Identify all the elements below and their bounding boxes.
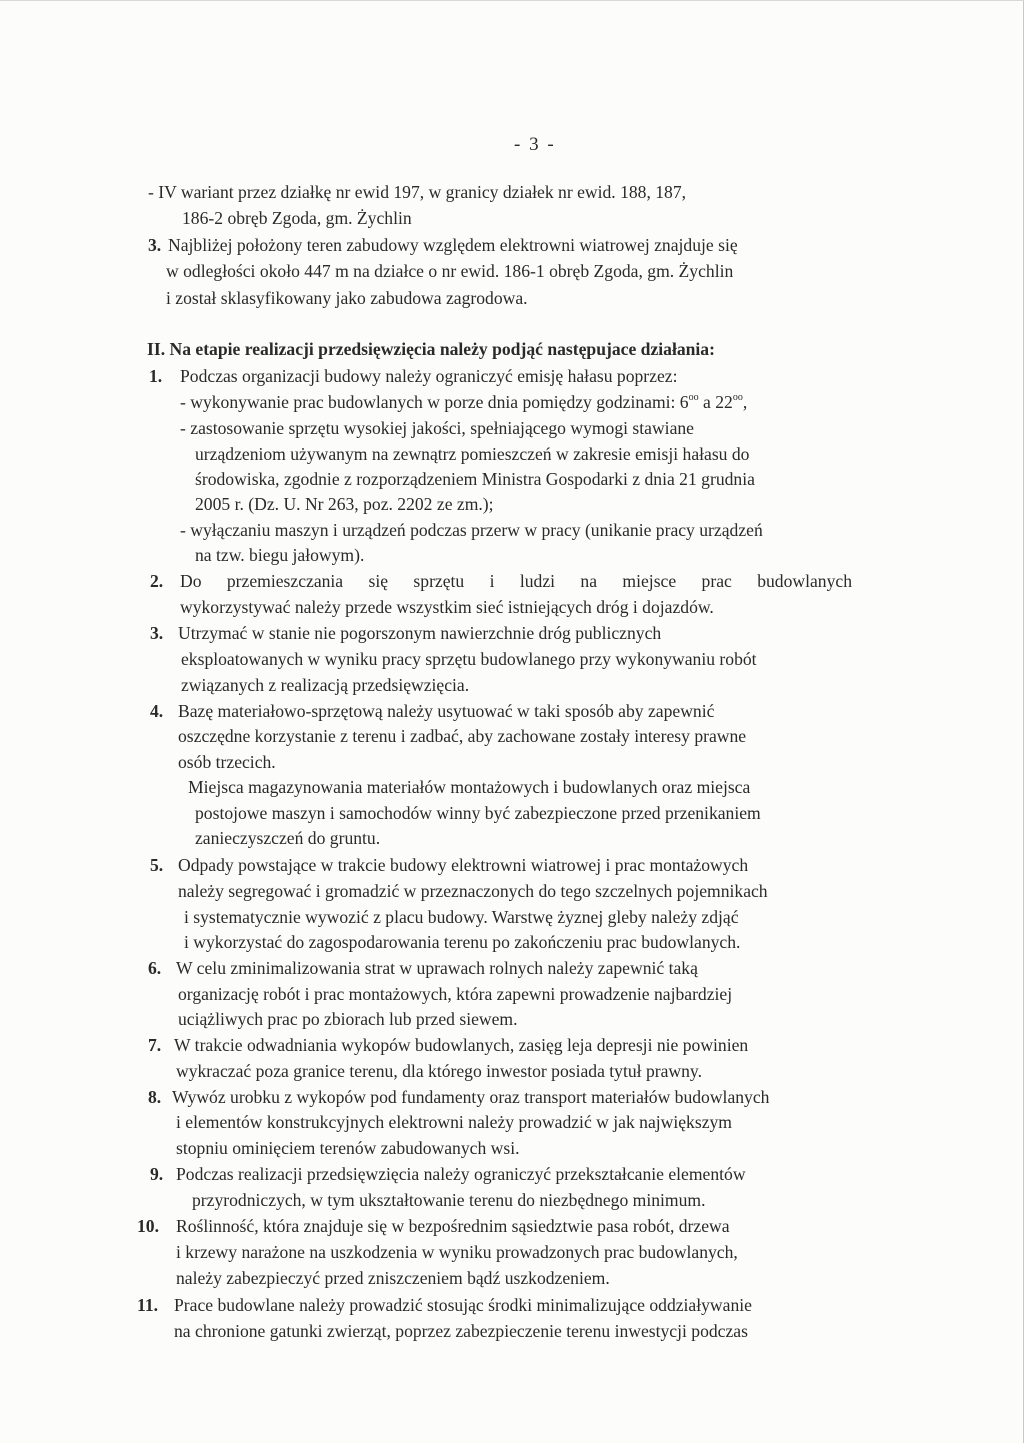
item-text: wykorzystywać należy przede wszystkim sieć istniejących dróg i dojazdów. <box>180 597 714 617</box>
item-text: wykraczać poza granice terenu, dla którego inwestor posiada tytuł prawny. <box>176 1061 702 1081</box>
item-number: 2. <box>150 571 164 591</box>
item-number: 8. <box>148 1087 162 1107</box>
item-text: Roślinność, która znajduje się w bezpośrednim sąsiedztwie pasa robót, drzewa <box>176 1216 730 1236</box>
item-text: Prace budowlane należy prowadzić stosując środki minimalizujące oddziaływanie <box>174 1295 752 1315</box>
point-number: 3. <box>148 235 162 255</box>
item-number: 4. <box>150 701 164 721</box>
item-number: 5. <box>150 855 164 875</box>
item-text: i krzewy narażone na uszkodzenia w wyniku prowadzonych prac budowlanych, <box>176 1242 738 1262</box>
item-text: stopniu ominięciem terenów zabudowanych wsi. <box>176 1138 520 1158</box>
intro-line: 186-2 obręb Zgoda, gm. Żychlin <box>182 208 412 228</box>
item-text: W celu zminimalizowania strat w uprawach rolnych należy zapewnić taką <box>176 958 698 978</box>
item-text: i elementów konstrukcyjnych elektrowni należy prowadzić w jak największym <box>176 1112 732 1132</box>
item-text: urządzeniom używanym na zewnątrz pomieszczeń w zakresie emisji hałasu do <box>195 444 750 464</box>
section-heading: II. Na etapie realizacji przedsięwzięcia należy podjąć następujace działania: <box>147 339 715 359</box>
item-text: uciążliwych prac po zbiorach lub przed siewem. <box>178 1009 518 1029</box>
item-text: należy segregować i gromadzić w przeznaczonych do tego szczelnych pojemnikach <box>178 881 768 901</box>
point-text: Najbliżej położony teren zabudowy względem elektrowni wiatrowej znajduje się <box>168 235 738 255</box>
item-text: Wywóz urobku z wykopów pod fundamenty oraz transport materiałów budowlanych <box>172 1087 770 1107</box>
item-text: zanieczyszczeń do gruntu. <box>195 828 381 848</box>
item-text: na chronione gatunki zwierząt, poprzez zabezpieczenie terenu inwestycji podczas <box>174 1321 748 1341</box>
item-text: Utrzymać w stanie nie pogorszonym nawierzchnie dróg publicznych <box>178 623 662 643</box>
hours-superscript: oo <box>732 392 743 403</box>
item-text: Bazę materiałowo-sprzętową należy usytuować w taki sposób aby zapewnić <box>178 701 715 721</box>
item-text-hours <box>180 391 747 413</box>
intro-line: - IV wariant przez działkę nr ewid 197, w granicy działek nr ewid. 188, 187, <box>148 182 687 202</box>
item-text: postojowe maszyn i samochodów winny być zabezpieczone przed przenikaniem <box>195 803 761 823</box>
item-number: 7. <box>148 1035 162 1055</box>
item-text: Odpady powstające w trakcie budowy elektrowni wiatrowej i prac montażowych <box>178 855 749 875</box>
item-number: 9. <box>150 1164 164 1184</box>
item-number: 1. <box>149 366 163 386</box>
hours-superscript: oo <box>688 392 699 403</box>
item-text: związanych z realizacją przedsięwzięcia. <box>181 675 470 695</box>
item-number: 11. <box>137 1295 159 1315</box>
point-text: w odległości około 447 m na działce o nr ewid. 186-1 obręb Zgoda, gm. Żychlin <box>166 261 734 281</box>
item-text: Do przemieszczania się sprzętu i ludzi na miejsce prac budowlanych <box>180 571 852 591</box>
item-text: eksploatowanych w wyniku pracy sprzętu budowlanego przy wykonywaniu robót <box>181 649 757 669</box>
item-text: środowiska, zgodnie z rozporządzeniem Ministra Gospodarki z dnia 21 grudnia <box>195 469 755 489</box>
item-text: Podczas realizacji przedsięwzięcia należy ograniczyć przekształcanie elementów <box>176 1164 746 1184</box>
item-text: i systematycznie wywozić z placu budowy. Warstwę żyznej gleby należy zdjąć <box>184 907 739 927</box>
hours-text: , <box>742 392 748 412</box>
item-text: osób trzecich. <box>178 752 276 772</box>
item-text: należy zabezpieczyć przed zniszczeniem bądź uszkodzeniem. <box>176 1268 610 1288</box>
item-text: 2005 r. (Dz. U. Nr 263, poz. 2202 ze zm.); <box>195 494 494 514</box>
item-text: i wykorzystać do zagospodarowania terenu po zakończeniu prac budowlanych. <box>184 932 741 952</box>
page-number: - 3 - <box>514 134 556 155</box>
item-number: 10. <box>137 1216 159 1236</box>
point-text: i został sklasyfikowany jako zabudowa zagrodowa. <box>166 288 528 308</box>
hours-text: a 22 <box>698 392 733 412</box>
item-text: Miejsca magazynowania materiałów montażowych i budowlanych oraz miejsca <box>188 777 751 797</box>
item-text: - wyłączaniu maszyn i urządzeń podczas przerw w pracy (unikanie pracy urządzeń <box>180 520 763 540</box>
item-text: oszczędne korzystanie z terenu i zadbać, aby zachowane zostały interesy prawne <box>178 726 747 746</box>
hours-text: - wykonywanie prac budowlanych w porze dnia pomiędzy godzinami: 6 <box>180 392 689 412</box>
item-text: na tzw. biegu jałowym). <box>195 545 365 565</box>
item-text: - zastosowanie sprzętu wysokiej jakości, spełniającego wymogi stawiane <box>180 418 694 438</box>
item-text: W trakcie odwadniania wykopów budowlanych, zasięg leja depresji nie powinien <box>174 1035 749 1055</box>
item-number: 6. <box>148 958 162 978</box>
item-text: organizację robót i prac montażowych, która zapewni prowadzenie najbardziej <box>178 984 733 1004</box>
item-number: 3. <box>150 623 164 643</box>
item-text: Podczas organizacji budowy należy ograniczyć emisję hałasu poprzez: <box>180 366 678 386</box>
item-text: przyrodniczych, w tym ukształtowanie terenu do niezbędnego minimum. <box>192 1190 706 1210</box>
